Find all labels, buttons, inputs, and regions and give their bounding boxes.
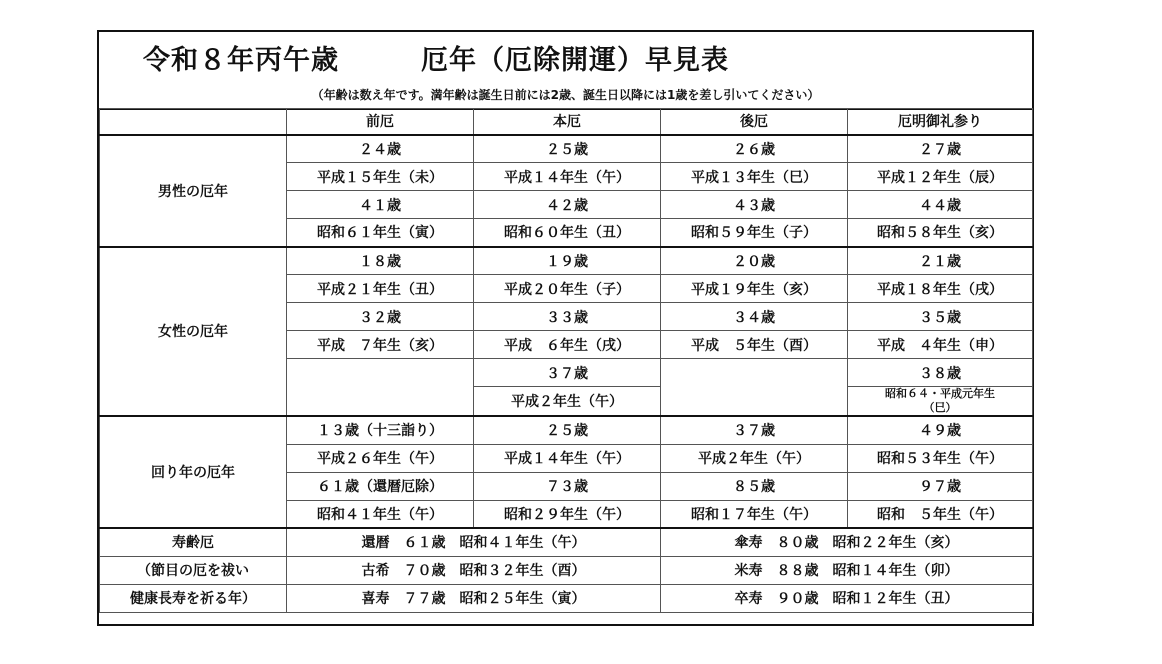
cell-age: ９７歳 (848, 472, 1033, 500)
kotobuki-cell: 傘寿 ８０歳 昭和２２年生（亥） (661, 528, 1033, 556)
cell-age: ３７歳 (661, 416, 848, 444)
group-label-male: 男性の厄年 (100, 135, 287, 247)
kotobuki-cell: 喜寿 ７７歳 昭和２５年生（寅） (287, 584, 661, 612)
table-row (100, 584, 1033, 612)
group-label-kotobuki-sub2: 健康長寿を祈る年） (100, 584, 287, 612)
kotobuki-cell: 還暦 ６１歳 昭和４１年生（午） (287, 528, 661, 556)
cell-empty (661, 359, 848, 417)
cell-age: １８歳 (287, 247, 474, 275)
table-row (100, 416, 1033, 444)
table-row (100, 135, 1033, 163)
age-note: （年齢は数え年です。満年齢は誕生日前には2歳、誕生日以降には1歳を差し引いてください） (311, 88, 820, 102)
cell-birth: 平成１２年生（辰） (848, 163, 1033, 191)
cell-birth: 平成２１年生（丑） (287, 275, 474, 303)
kotobuki-cell: 卒寿 ９０歳 昭和１２年生（丑） (661, 584, 1033, 612)
header-yakuake: 厄明御礼参り (848, 109, 1033, 135)
cell-birth: 平成１３年生（巳） (661, 163, 848, 191)
cell-age: ４９歳 (848, 416, 1033, 444)
header-blank (100, 109, 287, 135)
cell-birth: 平成１４年生（午） (474, 163, 661, 191)
cell-age: ２７歳 (848, 135, 1033, 163)
cell-birth: 平成１８年生（戌） (848, 275, 1033, 303)
cell-birth: 平成２０年生（子） (474, 275, 661, 303)
cell-birth: 平成 ７年生（亥） (287, 331, 474, 359)
cell-empty (287, 359, 474, 417)
header-maeyaku: 前厄 (287, 109, 474, 135)
kotobuki-cell: 米寿 ８８歳 昭和１４年生（卯） (661, 556, 1033, 584)
cell-age: ３７歳 (474, 359, 661, 387)
chart-title-main: 厄年（厄除開運）早見表 (421, 45, 729, 76)
header-row (100, 109, 1033, 135)
cell-age: ２５歳 (474, 416, 661, 444)
header-atoyaku: 後厄 (661, 109, 848, 135)
cell-birth: 平成 ５年生（酉） (661, 331, 848, 359)
table-row (100, 247, 1033, 275)
cell-birth: 平成２年生（午） (474, 387, 661, 417)
kotobuki-cell: 古希 ７０歳 昭和３２年生（酉） (287, 556, 661, 584)
cell-age: ２５歳 (474, 135, 661, 163)
cell-birth: 平成１４年生（午） (474, 444, 661, 472)
cell-birth: 平成２年生（午） (661, 444, 848, 472)
cell-age: ２１歳 (848, 247, 1033, 275)
cell-age: ２０歳 (661, 247, 848, 275)
yakudoshi-table (99, 108, 1033, 613)
cell-age: ６１歳（還暦厄除） (287, 472, 474, 500)
header-honyaku: 本厄 (474, 109, 661, 135)
cell-birth: 平成１９年生（亥） (661, 275, 848, 303)
group-label-female: 女性の厄年 (100, 247, 287, 417)
cell-birth: 昭和５９年生（子） (661, 219, 848, 247)
chart-header (99, 32, 1032, 110)
group-label-mawari: 回り年の厄年 (100, 416, 287, 528)
cell-age: ４４歳 (848, 191, 1033, 219)
yakudoshi-chart (97, 30, 1034, 626)
cell-birth-line1: 昭和６４・平成元年生 (885, 387, 995, 400)
cell-birth: 昭和２９年生（午） (474, 500, 661, 528)
cell-birth: 平成１５年生（未） (287, 163, 474, 191)
table-row (100, 528, 1033, 556)
cell-birth: 昭和５８年生（亥） (848, 219, 1033, 247)
cell-age: ３２歳 (287, 303, 474, 331)
cell-birth: 昭和５３年生（午） (848, 444, 1033, 472)
cell-age: ４２歳 (474, 191, 661, 219)
cell-age: ２４歳 (287, 135, 474, 163)
cell-age: ８５歳 (661, 472, 848, 500)
cell-birth: 平成 ４年生（申） (848, 331, 1033, 359)
cell-birth: 平成 ６年生（戌） (474, 331, 661, 359)
cell-age: １９歳 (474, 247, 661, 275)
group-label-kotobuki-sub1: （節目の厄を祓い (100, 556, 287, 584)
cell-age: ７３歳 (474, 472, 661, 500)
cell-age: ３８歳 (848, 359, 1033, 387)
cell-birth: 昭和６１年生（寅） (287, 219, 474, 247)
chart-title-year: 令和８年丙午歳 (143, 45, 339, 76)
cell-birth-line2: （巳） (923, 401, 957, 414)
cell-age: ４１歳 (287, 191, 474, 219)
cell-age: ３４歳 (661, 303, 848, 331)
cell-age: １３歳（十三詣り） (287, 416, 474, 444)
group-label-kotobuki: 寿齢厄 (100, 528, 287, 556)
cell-birth: 昭和４１年生（午） (287, 500, 474, 528)
cell-age: ３３歳 (474, 303, 661, 331)
cell-age: ２６歳 (661, 135, 848, 163)
cell-birth: 昭和１７年生（午） (661, 500, 848, 528)
cell-birth: 昭和 ５年生（午） (848, 500, 1033, 528)
cell-birth: 昭和６０年生（丑） (474, 219, 661, 247)
cell-age: ４３歳 (661, 191, 848, 219)
cell-birth-split (848, 387, 1033, 417)
cell-age: ３５歳 (848, 303, 1033, 331)
table-row (100, 556, 1033, 584)
cell-birth: 平成２６年生（午） (287, 444, 474, 472)
